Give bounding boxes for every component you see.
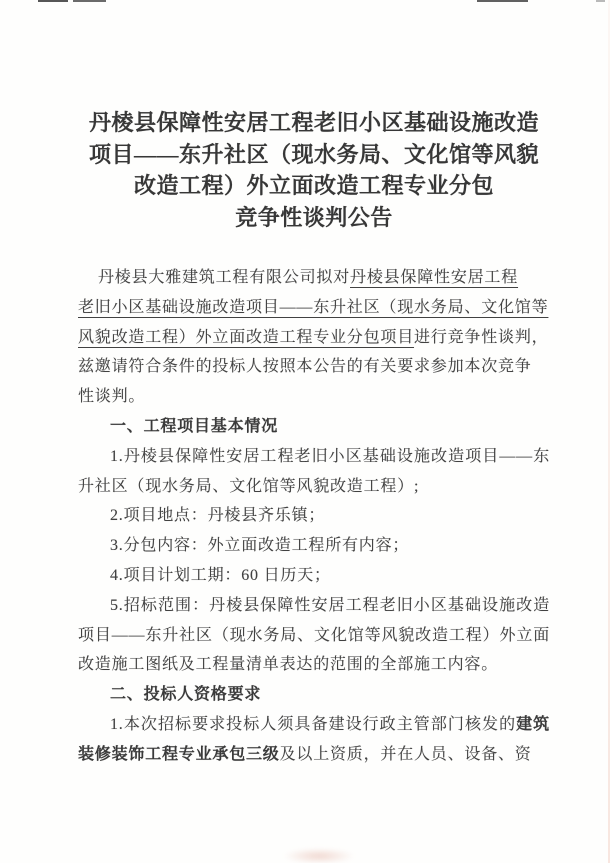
section-2-heading: 二、投标人资格要求 (110, 686, 262, 704)
scan-artifact-top-2 (73, 0, 106, 2)
intro-line-5 (78, 382, 550, 412)
bidder-requirement-item (78, 710, 550, 770)
project-item-subcontract-content: 3.分包内容：外立面改造工程所有内容； (110, 537, 410, 555)
intro-line-4 (78, 352, 550, 382)
project-item-location: 2.项目地点：丹棱县齐乐镇； (110, 507, 326, 525)
title-line-1: 丹棱县保障性安居工程老旧小区基础设施改造 (88, 110, 539, 135)
scan-artifact-top-1 (38, 0, 68, 2)
intro-text: 兹邀请符合条件的投标人按照本公告的有关要求参加本次竞争 (78, 358, 532, 376)
scan-smudge-bottom (283, 848, 355, 863)
document-body (78, 263, 550, 770)
intro-line-2 (78, 293, 550, 323)
intro-underlined-text: 风貌改造工程）外立面改造工程专业分包项目 (78, 328, 415, 346)
project-item-bid-scope: 5.招标范围：丹棱县保障性安居工程老旧小区基础设施改造项目——东升社区（现水务局、文化馆等风貌改造工程）外立面改造施工图纸及工程量清单表达的范围的全部施工内容。 (78, 596, 550, 674)
title-line-3: 改造工程）外立面改造工程专业分包 (133, 173, 494, 198)
requirement-qualification-bold: 建筑装修装饰工程专业承包三级 (78, 715, 550, 763)
project-item-name: 1.丹棱县保障性安居工程老旧小区基础设施改造项目——东升社区（现水务局、文化馆等风貌改造工程）; (78, 447, 550, 495)
requirement-text: 1.本次招标要求投标人须具备建设行政主管部门核发的 (110, 715, 517, 733)
title-line-4: 竞争性谈判公告 (235, 204, 393, 230)
intro-text: 性谈判。 (78, 388, 146, 406)
section-1-heading: 一、工程项目基本情况 (110, 417, 279, 435)
project-item-schedule: 4.项目计划工期：60 日历天； (110, 566, 331, 584)
requirement-text: 及以上资质，并在人员、设备、资 (279, 745, 532, 763)
intro-paragraph (78, 263, 550, 412)
intro-line-1 (78, 263, 550, 293)
intro-text: 进行竞争性谈判， (414, 328, 549, 346)
scan-artifact-top-4 (596, 0, 605, 2)
intro-underlined-text: 丹棱县保障性安居工程 (350, 269, 519, 286)
title-line-2: 项目——东升社区（现水务局、文化馆等风貌 (88, 141, 539, 167)
intro-text: 丹棱县大雅建筑工程有限公司拟对 (98, 269, 351, 286)
intro-underlined-text: 老旧小区基础设施改造项目——东升社区（现水务局、文化馆等 (78, 298, 549, 316)
document-title (78, 107, 550, 233)
intro-line-3 (78, 323, 550, 353)
scan-artifact-top-3 (477, 0, 528, 2)
